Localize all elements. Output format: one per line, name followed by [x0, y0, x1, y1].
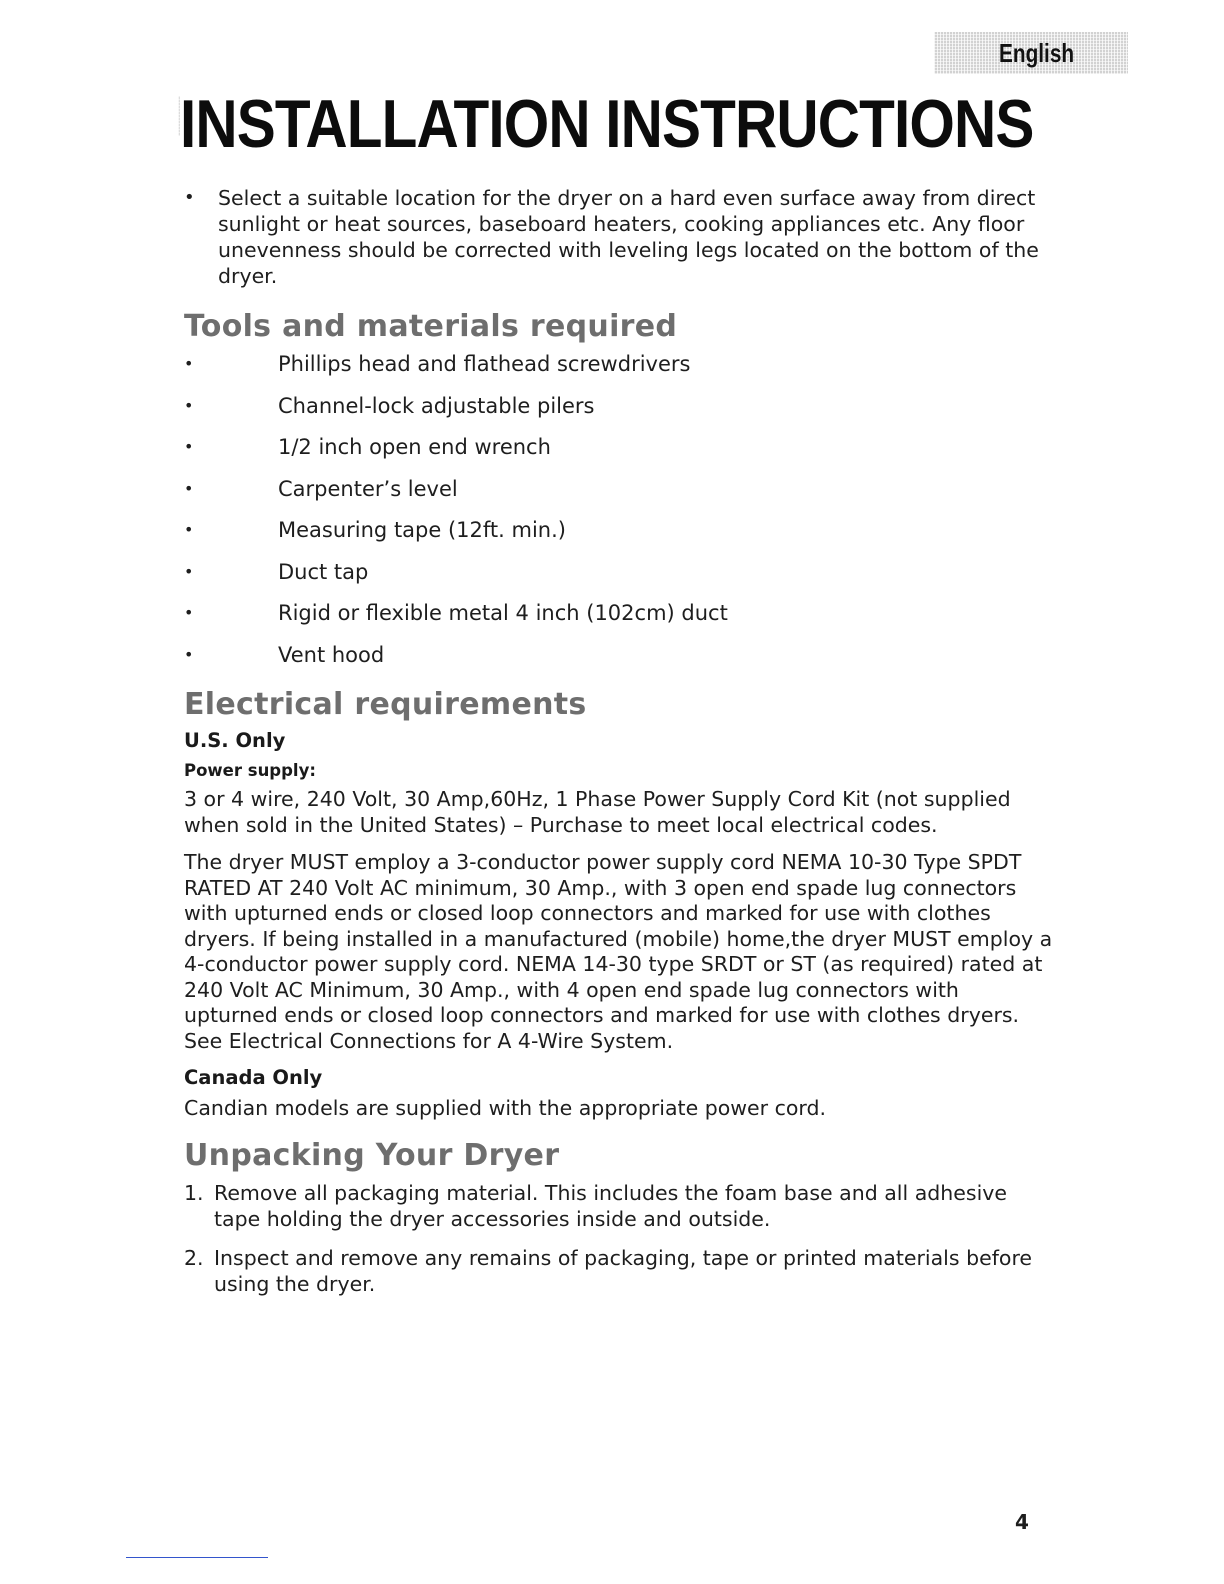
list-item-text: Duct tap: [278, 559, 369, 584]
list-item: [184, 642, 1054, 684]
list-item: [184, 393, 1054, 435]
canada-only-heading: Canada Only: [184, 1066, 323, 1089]
list-item: [184, 600, 1054, 642]
footer-divider: [126, 1557, 268, 1558]
step-text: Inspect and remove any remains of packaging, tape or printed materials before using the dryer.: [214, 1245, 1033, 1296]
bullet-icon: •: [184, 561, 194, 581]
bullet-icon: •: [184, 437, 194, 456]
list-item-text: Phillips head and flathead screwdrivers: [278, 352, 691, 376]
list-item-text: Measuring tape (12ft. min.): [278, 518, 566, 542]
unpacking-heading: Unpacking Your Dryer: [184, 1137, 560, 1173]
bullet-icon: •: [184, 395, 194, 415]
list-item: [184, 434, 1054, 476]
bullet-icon: •: [184, 603, 194, 622]
canada-paragraph: Candian models are supplied with the appropriate power cord.: [184, 1096, 827, 1120]
power-supply-paragraph: 3 or 4 wire, 240 Volt, 30 Amp,60Hz, 1 Phase Power Supply Cord Kit (not supplied when sold in the United States) – Purchase to meet local electrical codes.: [184, 787, 1011, 837]
language-tab: [934, 32, 1128, 74]
list-item: [184, 351, 1054, 393]
list-item-text: Vent hood: [278, 642, 385, 667]
us-only-heading: U.S. Only: [184, 729, 286, 752]
bullet-icon: •: [184, 644, 194, 664]
cord-requirements-paragraph: The dryer MUST employ a 3-conductor power supply cord NEMA 10-30 Type SPDT RATED AT 240 Volt AC minimum, 30 Amp., with 3 open end spade lug connectors with upturned ends or closed loop connectors and marked for use with clothes dryers. If being installed in a manufactured (mobile) home,the dryer MUST employ a 4-conductor power supply cord. NEMA 14-30 type SRDT or ST (as required) rated at 240 Volt AC Minimum, 30 Amp., with 4 open end spade lug connectors with upturned ends or closed loop connectors and marked for use with clothes dryers. See Electrical Connections for A 4-Wire System.: [184, 850, 1053, 1053]
list-item-text: Carpenter’s level: [278, 476, 458, 501]
page-number: 4: [1015, 1510, 1029, 1534]
list-item-text: 1/2 inch open end wrench: [278, 435, 551, 459]
step-text: Remove all packaging material. This includes the foam base and all adhesive tape holding the dryer accessories inside and outside.: [214, 1180, 1008, 1231]
list-item: [184, 517, 1054, 559]
list-item-text: Rigid or flexible metal 4 inch (102cm) duct: [278, 601, 728, 625]
page-content: [184, 185, 1054, 1310]
bullet-icon: •: [184, 478, 194, 498]
tools-list: [184, 351, 1054, 683]
step-number: 1.: [184, 1180, 204, 1205]
intro-text: Select a suitable location for the dryer on a hard even surface away from direct sunlight or heat sources, baseboard heaters, cooking appliances etc. Any floor unevenness should be corrected with leveling legs located on the bottom of the dryer.: [218, 186, 1039, 288]
power-supply-heading: Power supply:: [184, 761, 316, 780]
electrical-heading: Electrical requirements: [184, 687, 587, 722]
bullet-icon: •: [184, 187, 195, 208]
list-item: [184, 559, 1054, 601]
list-item: [184, 1180, 1054, 1232]
list-item: [184, 1245, 1054, 1297]
step-number: 2.: [184, 1245, 204, 1270]
intro-bullet: [184, 185, 1054, 289]
list-item-text: Channel-lock adjustable pilers: [278, 393, 595, 418]
tools-heading: Tools and materials required: [184, 309, 678, 344]
bullet-icon: •: [184, 520, 194, 539]
bullet-icon: •: [184, 354, 194, 373]
list-item: [184, 476, 1054, 518]
unpacking-steps: [184, 1180, 1054, 1297]
language-label: English: [999, 37, 1075, 68]
page-title: INSTALLATION INSTRUCTIONS: [180, 88, 1046, 160]
